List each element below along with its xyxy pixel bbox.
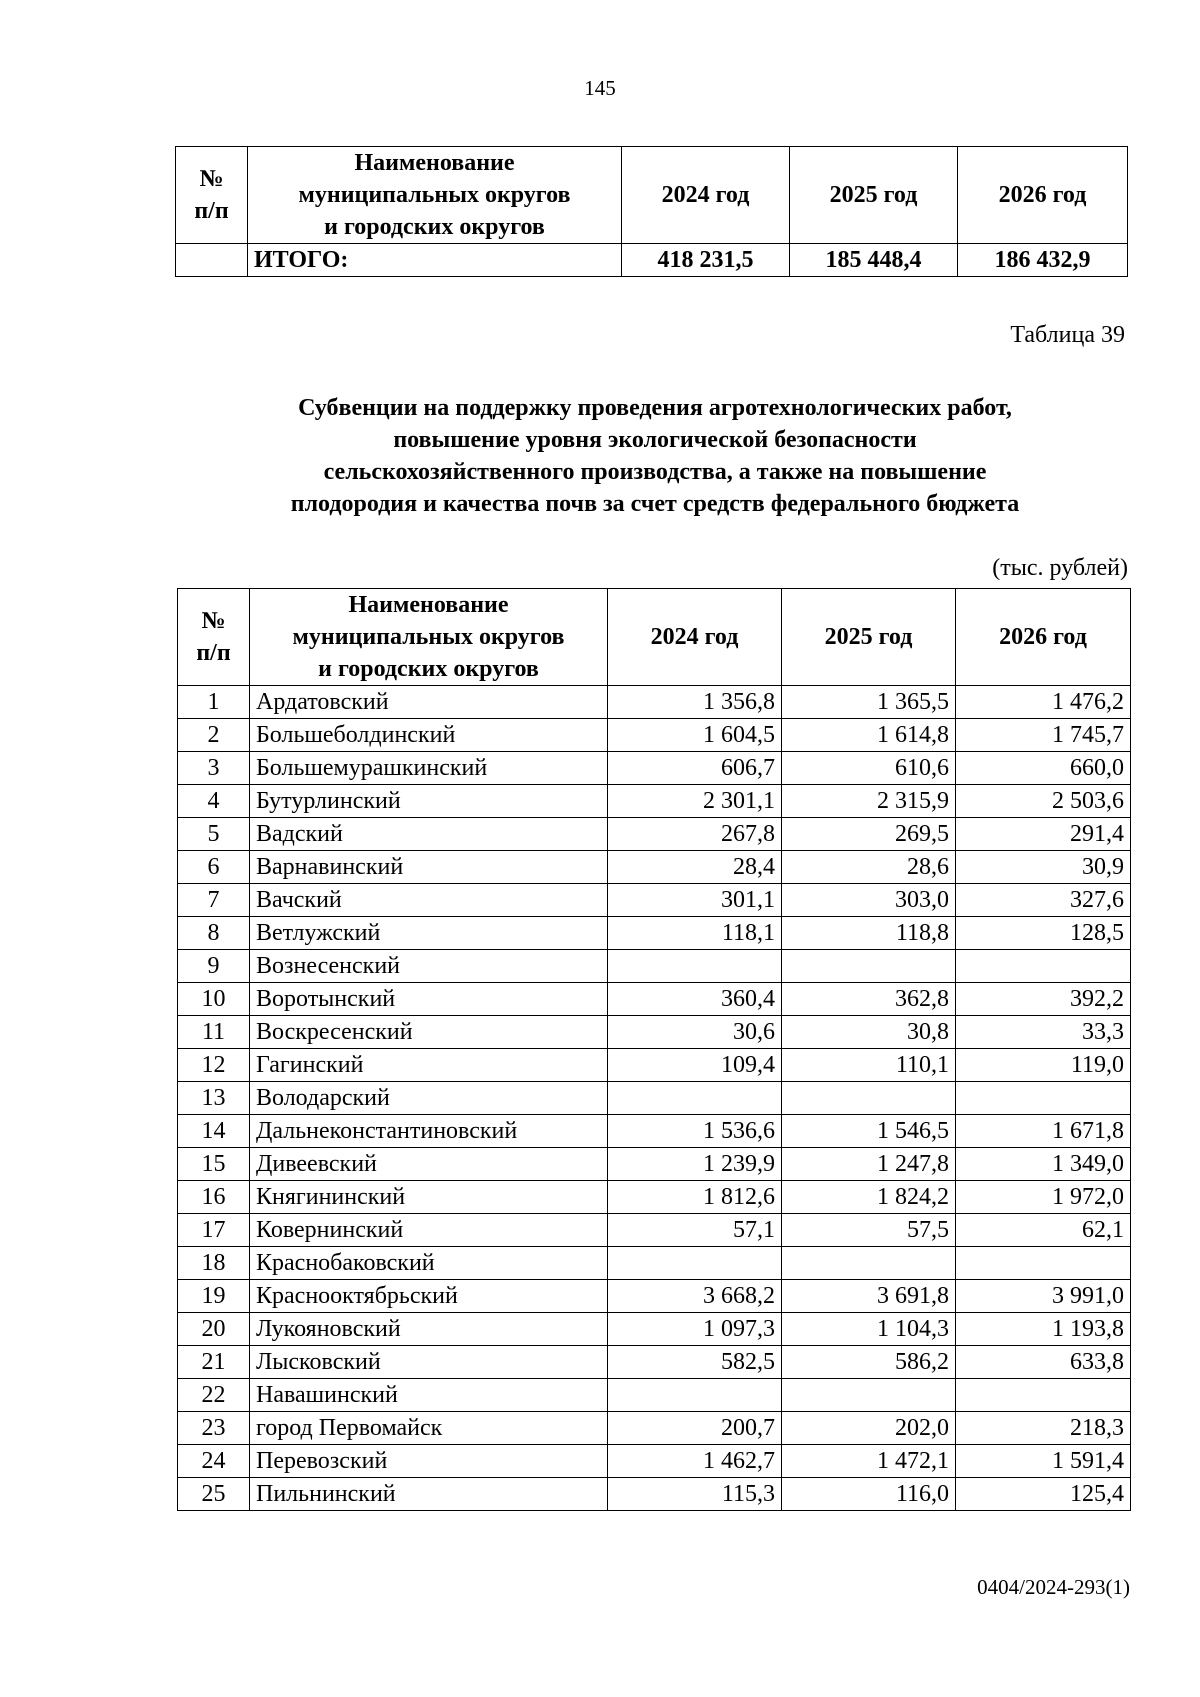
value-2024: 1 239,9: [608, 1148, 782, 1181]
row-number: 24: [178, 1445, 250, 1478]
table-row: [178, 1478, 1131, 1511]
row-number: 8: [178, 917, 250, 950]
row-number: 22: [178, 1379, 250, 1412]
value-2025: 303,0: [782, 884, 956, 917]
header-name-line2: муниципальных округов: [292, 624, 565, 650]
value-2024: 28,4: [608, 851, 782, 884]
district-name: Ковернинский: [250, 1214, 608, 1247]
header-2024: 2024 год: [622, 147, 790, 244]
table-row: [178, 1379, 1131, 1412]
table-row: [178, 686, 1131, 719]
value-2024: [608, 950, 782, 983]
value-2024: 606,7: [608, 752, 782, 785]
value-2024: [608, 1379, 782, 1412]
value-2025: 586,2: [782, 1346, 956, 1379]
total-2024: 418 231,5: [622, 244, 790, 277]
row-number: 7: [178, 884, 250, 917]
value-2026: 1 591,4: [956, 1445, 1131, 1478]
value-2026: 327,6: [956, 884, 1131, 917]
document-code: 0404/2024-293(1): [977, 1575, 1130, 1599]
row-number: 21: [178, 1346, 250, 1379]
value-2024: 1 812,6: [608, 1181, 782, 1214]
row-number: 11: [178, 1016, 250, 1049]
value-2025: 1 104,3: [782, 1313, 956, 1346]
district-name: Лукояновский: [250, 1313, 608, 1346]
value-2024: 3 668,2: [608, 1280, 782, 1313]
value-2025: 1 365,5: [782, 686, 956, 719]
header-num-line2: п/п: [194, 198, 229, 224]
header-name-line3: и городских округов: [324, 214, 545, 240]
value-2025: 202,0: [782, 1412, 956, 1445]
value-2024: 109,4: [608, 1049, 782, 1082]
total-num: [176, 244, 248, 277]
header-num-line2: п/п: [196, 640, 231, 666]
header-2025: 2025 год: [782, 589, 956, 686]
row-number: 10: [178, 983, 250, 1016]
district-name: Ардатовский: [250, 686, 608, 719]
table-row: [178, 983, 1131, 1016]
district-name: Пильнинский: [250, 1478, 608, 1511]
value-2026: 1 671,8: [956, 1115, 1131, 1148]
header-name-line1: Наименование: [354, 150, 515, 176]
value-2025: 1 546,5: [782, 1115, 956, 1148]
header-name: [250, 589, 608, 686]
row-number: 20: [178, 1313, 250, 1346]
district-name: Лысковский: [250, 1346, 608, 1379]
header-2025: 2025 год: [790, 147, 958, 244]
district-name: Бутурлинский: [250, 785, 608, 818]
total-label: ИТОГО:: [248, 244, 622, 277]
district-name: Ветлужский: [250, 917, 608, 950]
value-2025: 110,1: [782, 1049, 956, 1082]
value-2024: 360,4: [608, 983, 782, 1016]
value-2025: 1 472,1: [782, 1445, 956, 1478]
district-name: Варнавинский: [250, 851, 608, 884]
value-2026: 1 349,0: [956, 1148, 1131, 1181]
value-2025: 269,5: [782, 818, 956, 851]
row-number: 9: [178, 950, 250, 983]
table-row: [178, 1346, 1131, 1379]
value-2026: 119,0: [956, 1049, 1131, 1082]
value-2026: 2 503,6: [956, 785, 1131, 818]
value-2025: 1 824,2: [782, 1181, 956, 1214]
row-number: 1: [178, 686, 250, 719]
row-number: 17: [178, 1214, 250, 1247]
header-2024: 2024 год: [608, 589, 782, 686]
header-name-line2: муниципальных округов: [298, 182, 571, 208]
units-label: (тыс. рублей): [992, 555, 1128, 581]
value-2024: 1 097,3: [608, 1313, 782, 1346]
value-2025: 610,6: [782, 752, 956, 785]
row-number: 3: [178, 752, 250, 785]
title-line: Субвенции на поддержку проведения агротехнологических работ,: [298, 395, 1012, 421]
value-2024: [608, 1082, 782, 1115]
value-2024: 1 462,7: [608, 1445, 782, 1478]
value-2025: [782, 1379, 956, 1412]
value-2024: 30,6: [608, 1016, 782, 1049]
district-name: Вознесенский: [250, 950, 608, 983]
row-number: 4: [178, 785, 250, 818]
table-row: [178, 917, 1131, 950]
district-name: Дивеевский: [250, 1148, 608, 1181]
value-2024: 1 356,8: [608, 686, 782, 719]
row-number: 5: [178, 818, 250, 851]
value-2024: 582,5: [608, 1346, 782, 1379]
district-name: Большемурашкинский: [250, 752, 608, 785]
value-2024: 118,1: [608, 917, 782, 950]
header-2026: 2026 год: [958, 147, 1128, 244]
value-2026: 633,8: [956, 1346, 1131, 1379]
district-name: Володарский: [250, 1082, 608, 1115]
value-2025: 1 614,8: [782, 719, 956, 752]
value-2025: [782, 950, 956, 983]
header-name: [248, 147, 622, 244]
header-num: [176, 147, 248, 244]
table-row: [178, 1016, 1131, 1049]
district-name: Большеболдинский: [250, 719, 608, 752]
table-row: [178, 719, 1131, 752]
value-2026: 1 745,7: [956, 719, 1131, 752]
header-row: [176, 147, 1128, 244]
value-2025: 118,8: [782, 917, 956, 950]
header-name-line1: Наименование: [348, 592, 509, 618]
value-2024: 115,3: [608, 1478, 782, 1511]
table-caption: Таблица 39: [1010, 322, 1125, 348]
value-2025: [782, 1082, 956, 1115]
district-name: Воскресенский: [250, 1016, 608, 1049]
table-row: [178, 950, 1131, 983]
value-2025: 1 247,8: [782, 1148, 956, 1181]
header-name-line3: и городских округов: [318, 656, 539, 682]
district-name: город Первомайск: [250, 1412, 608, 1445]
value-2024: 301,1: [608, 884, 782, 917]
value-2026: 1 476,2: [956, 686, 1131, 719]
title-line: сельскохозяйственного производства, а также на повышение: [323, 459, 987, 485]
table-row: [178, 1445, 1131, 1478]
district-name: Вачский: [250, 884, 608, 917]
value-2025: 28,6: [782, 851, 956, 884]
table-row: [178, 1280, 1131, 1313]
table-row: [178, 785, 1131, 818]
value-2026: 1 193,8: [956, 1313, 1131, 1346]
summary-table: [175, 146, 1128, 277]
table-row: [178, 818, 1131, 851]
value-2026: 3 991,0: [956, 1280, 1131, 1313]
row-number: 6: [178, 851, 250, 884]
row-number: 15: [178, 1148, 250, 1181]
row-number: 25: [178, 1478, 250, 1511]
value-2024: 1 536,6: [608, 1115, 782, 1148]
table-row: [178, 1247, 1131, 1280]
district-name: Краснооктябрьский: [250, 1280, 608, 1313]
value-2025: 3 691,8: [782, 1280, 956, 1313]
district-name: Перевозский: [250, 1445, 608, 1478]
row-number: 12: [178, 1049, 250, 1082]
district-name: Княгининский: [250, 1181, 608, 1214]
value-2026: [956, 950, 1131, 983]
value-2026: [956, 1379, 1131, 1412]
title-line: повышение уровня экологической безопасности: [393, 427, 917, 453]
value-2026: 1 972,0: [956, 1181, 1131, 1214]
value-2024: 200,7: [608, 1412, 782, 1445]
value-2026: 291,4: [956, 818, 1131, 851]
table-row: [178, 851, 1131, 884]
table-row: [178, 1181, 1131, 1214]
main-table: [177, 588, 1131, 1511]
district-name: Краснобаковский: [250, 1247, 608, 1280]
value-2026: 62,1: [956, 1214, 1131, 1247]
header-num: [178, 589, 250, 686]
total-2026: 186 432,9: [958, 244, 1128, 277]
value-2026: 392,2: [956, 983, 1131, 1016]
page-number: 145: [584, 76, 616, 100]
title-line: плодородия и качества почв за счет средств федерального бюджета: [290, 491, 1020, 517]
value-2024: 1 604,5: [608, 719, 782, 752]
total-row: [176, 244, 1128, 277]
header-row: [178, 589, 1131, 686]
value-2026: 660,0: [956, 752, 1131, 785]
value-2025: 57,5: [782, 1214, 956, 1247]
header-2026: 2026 год: [956, 589, 1131, 686]
table-row: [178, 884, 1131, 917]
value-2026: 30,9: [956, 851, 1131, 884]
table-row: [178, 1115, 1131, 1148]
total-2025: 185 448,4: [790, 244, 958, 277]
row-number: 18: [178, 1247, 250, 1280]
table-row: [178, 1148, 1131, 1181]
header-num-line1: №: [201, 608, 226, 634]
district-name: Воротынский: [250, 983, 608, 1016]
row-number: 19: [178, 1280, 250, 1313]
value-2026: [956, 1082, 1131, 1115]
value-2025: 362,8: [782, 983, 956, 1016]
value-2024: 57,1: [608, 1214, 782, 1247]
row-number: 23: [178, 1412, 250, 1445]
table-title: [180, 392, 1130, 520]
row-number: 16: [178, 1181, 250, 1214]
row-number: 14: [178, 1115, 250, 1148]
value-2025: 116,0: [782, 1478, 956, 1511]
value-2025: 2 315,9: [782, 785, 956, 818]
district-name: Гагинский: [250, 1049, 608, 1082]
table-row: [178, 1082, 1131, 1115]
row-number: 2: [178, 719, 250, 752]
header-num-line1: №: [199, 166, 224, 192]
value-2026: 128,5: [956, 917, 1131, 950]
district-name: Вадский: [250, 818, 608, 851]
value-2026: 33,3: [956, 1016, 1131, 1049]
table-row: [178, 1049, 1131, 1082]
value-2026: 218,3: [956, 1412, 1131, 1445]
table-row: [178, 1214, 1131, 1247]
value-2024: 2 301,1: [608, 785, 782, 818]
row-number: 13: [178, 1082, 250, 1115]
value-2024: [608, 1247, 782, 1280]
table-row: [178, 1412, 1131, 1445]
value-2026: [956, 1247, 1131, 1280]
value-2025: [782, 1247, 956, 1280]
value-2024: 267,8: [608, 818, 782, 851]
table-row: [178, 1313, 1131, 1346]
district-name: Навашинский: [250, 1379, 608, 1412]
table-row: [178, 752, 1131, 785]
value-2026: 125,4: [956, 1478, 1131, 1511]
value-2025: 30,8: [782, 1016, 956, 1049]
district-name: Дальнеконстантиновский: [250, 1115, 608, 1148]
